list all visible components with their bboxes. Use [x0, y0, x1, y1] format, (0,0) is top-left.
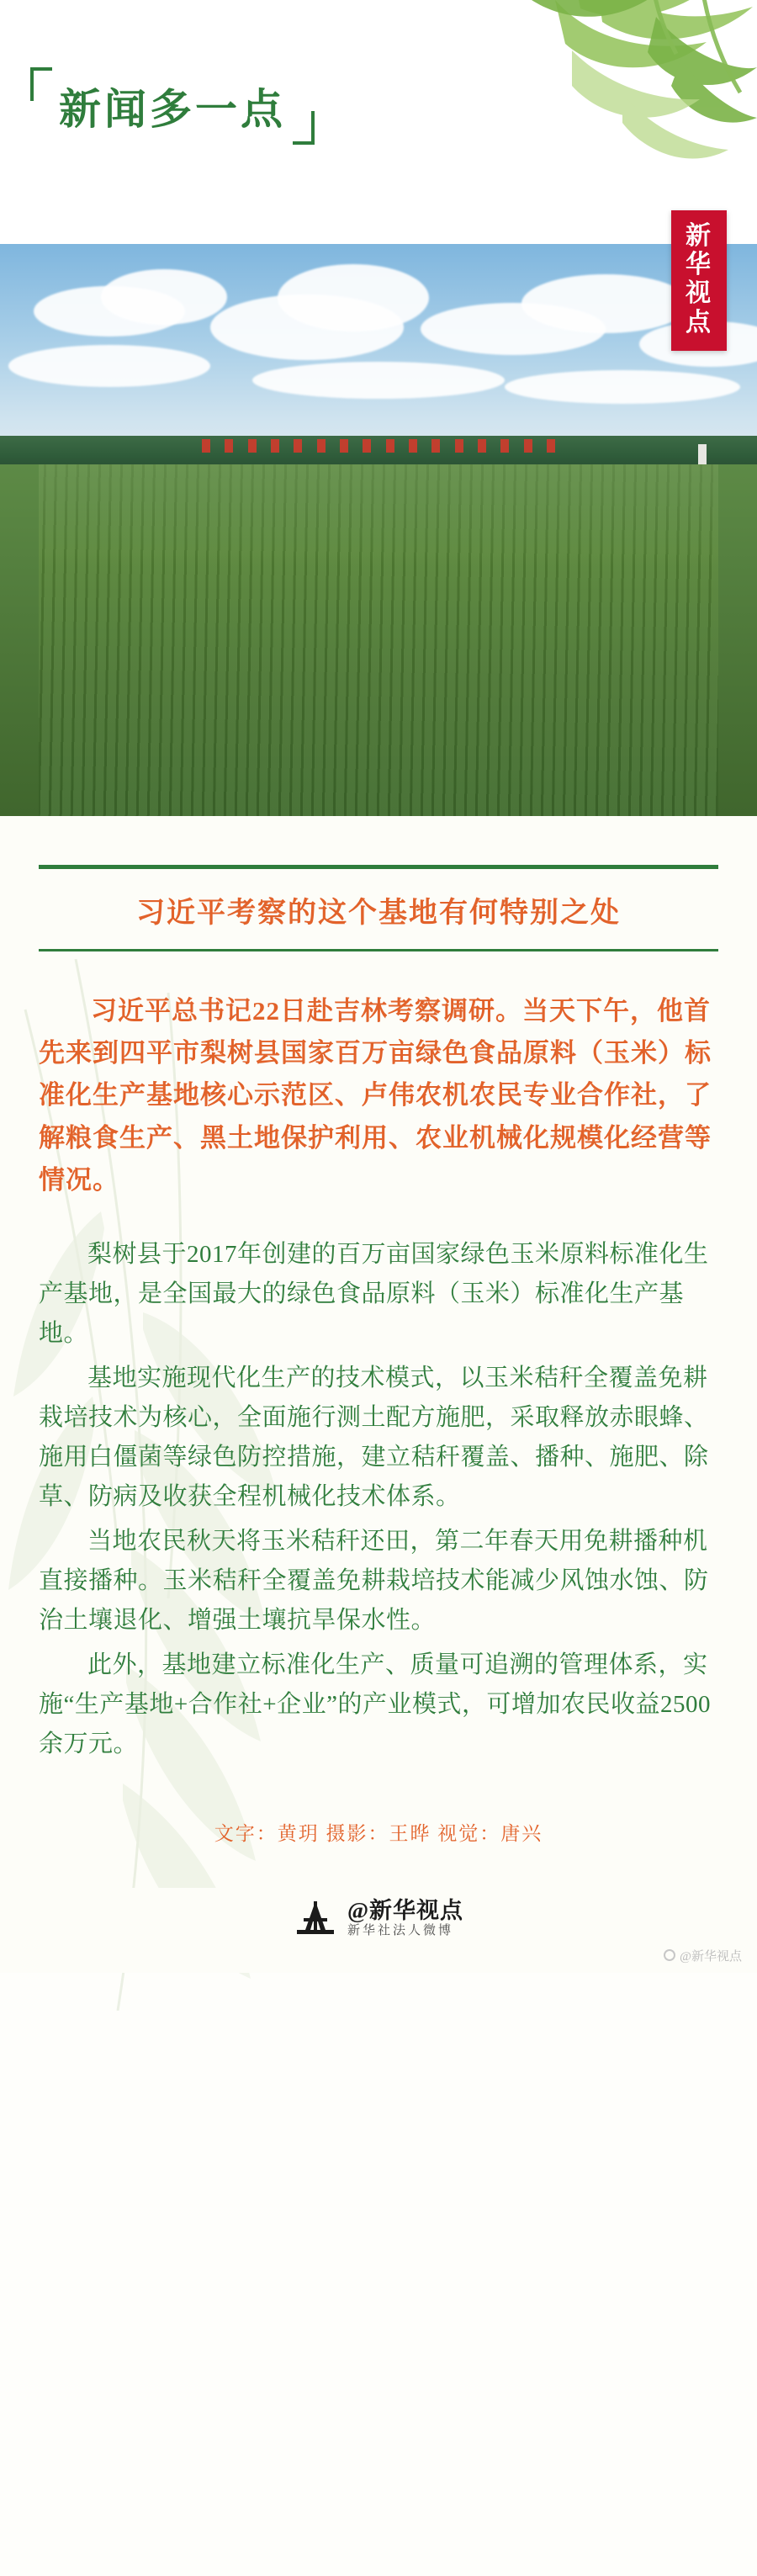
brand-badge	[671, 210, 727, 351]
bracket-left-icon	[30, 67, 52, 101]
footer-logo-sub: 新华社法人微博	[347, 1923, 453, 1937]
article-paragraph: 此外，基地建立标准化生产、质量可追溯的管理体系，实施“生产基地+合作社+企业”的产业模式，可增加农民收益2500余万元。	[39, 1651, 711, 1757]
corn-rows-region	[0, 464, 757, 816]
cloud-shape	[8, 345, 210, 387]
headline-text: 新闻多一点	[59, 86, 286, 133]
flag-icon	[317, 439, 326, 453]
cloud-shape	[505, 370, 740, 404]
flag-icon	[271, 439, 279, 453]
xinhua-logo-icon	[294, 1896, 337, 1940]
brand-char-2: 华	[686, 251, 712, 279]
watermark	[664, 1947, 742, 1964]
article-title: 习近平考察的这个基地有何特别之处	[136, 898, 621, 929]
title-rule-bottom	[39, 949, 718, 951]
headline-block	[30, 76, 315, 136]
flag-icon	[431, 439, 440, 453]
flag-icon	[478, 439, 486, 453]
cloud-shape	[278, 264, 429, 331]
footer-section	[0, 1888, 757, 1973]
flag-icon	[455, 439, 463, 453]
corn-field-photo	[0, 244, 757, 816]
footer-logo-main: @新华视点	[347, 1897, 464, 1923]
footer-logo-text	[347, 1898, 463, 1938]
flag-icon	[409, 439, 417, 453]
flag-icon	[294, 439, 302, 453]
flag-row	[202, 439, 555, 456]
article-section	[0, 816, 757, 1888]
watermark-text: @新华视点	[680, 1949, 742, 1964]
cloud-shape	[252, 362, 505, 399]
brand-char-4: 点	[686, 308, 712, 337]
article-paragraph: 基地实施现代化生产的技术模式，以玉米秸秆全覆盖免耕栽培技术为核心，全面施行测土配方施肥，采取释放赤眼蜂、施用白僵菌等绿色防控措施，建立秸秆覆盖、播种、施肥、除草、防病及收获全程机械化技术体系。	[39, 1365, 709, 1510]
bracket-right-icon	[293, 111, 315, 145]
page-title	[30, 76, 315, 136]
flag-icon	[225, 439, 233, 453]
header-section	[0, 0, 757, 244]
article-paragraph: 当地农民秋天将玉米秸秆还田，第二年春天用免耕播种机直接播种。玉米秸秆全覆盖免耕栽培技术能减少风蚀水蚀、防治土壤退化、增强土壤抗旱保水性。	[39, 1527, 709, 1634]
brand-char-3: 视	[686, 279, 712, 308]
flag-icon	[500, 439, 509, 453]
flag-icon	[340, 439, 348, 453]
article-credit: 文字：黄玥 摄影：王晔 视觉：唐兴	[214, 1822, 543, 1844]
flag-icon	[202, 439, 210, 453]
flag-icon	[547, 439, 555, 453]
cloud-shape	[101, 269, 227, 325]
article-lead-paragraph: 习近平总书记22日赴吉林考察调研。当天下午，他首先来到四平市梨树县国家百万亩绿色食品原料（玉米）标准化生产基地核心示范区、卢伟农机农民专业合作社，了解粮食生产、黑土地保护利用、农业机械化规模化经营等情况。	[39, 996, 712, 1195]
flag-icon	[524, 439, 532, 453]
bamboo-decoration-icon	[320, 0, 757, 244]
field-edge-right	[718, 464, 757, 816]
silo-shape	[698, 444, 707, 466]
flag-icon	[248, 439, 257, 453]
flag-icon	[363, 439, 371, 453]
article-paragraph: 梨树县于2017年创建的百万亩国家绿色玉米原料标准化生产基地，是全国最大的绿色食品原料（玉米）标准化生产基地。	[39, 1241, 709, 1348]
brand-char-1: 新	[686, 222, 712, 250]
field-edge-left	[0, 464, 39, 816]
cloud-shape	[521, 274, 690, 333]
flag-icon	[386, 439, 394, 453]
footer-logo[interactable]	[294, 1896, 463, 1940]
weibo-eye-icon	[664, 1949, 675, 1961]
